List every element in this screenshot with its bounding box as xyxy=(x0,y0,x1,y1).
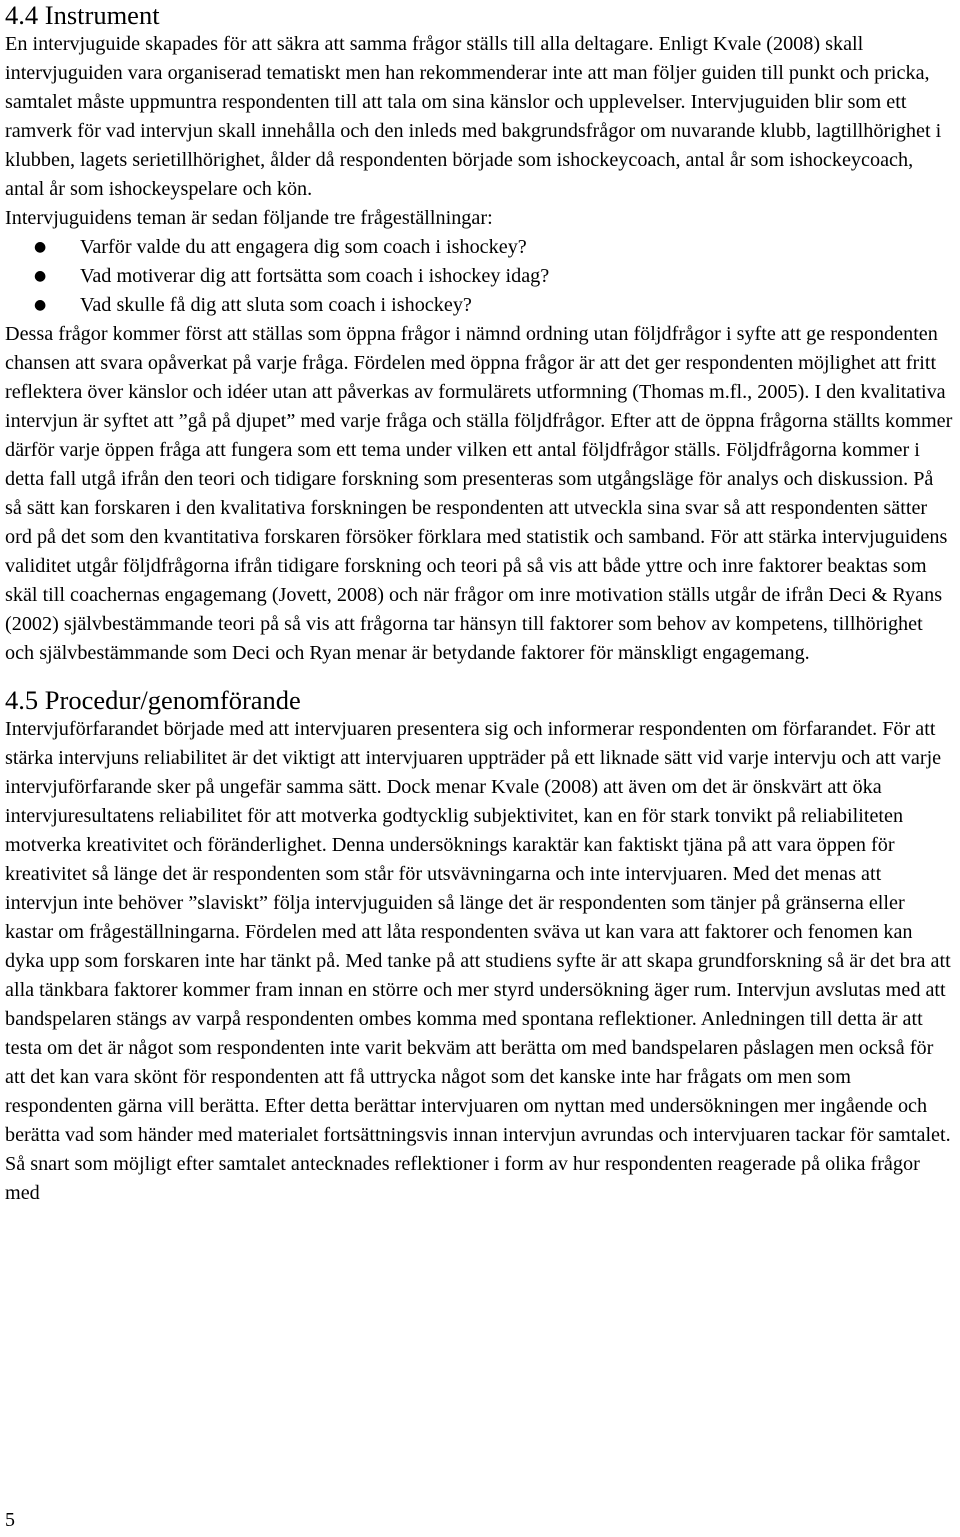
list-item xyxy=(5,233,955,262)
paragraph-interview-guide: En intervjuguide skapades för att säkra att samma frågor ställs till alla deltagare. Enligt Kvale (2008) skall intervjuguiden vara organiserad tematiskt men han rekommenderar inte att man följer guiden till punkt och pricka, samtalet måste uppmuntra respondenten till att tala om sina känslor och upplevelser. Intervjuguiden blir som ett ramverk för vad intervjun skall innehålla och den inleds med bakgrundsfrågor om nuvarande klubb, lagtillhörighet i klubben, lagets serietillhörighet, ålder då respondenten började som ishockeycoach, antal år som ishockeycoach, antal år som ishockeyspelare och kön. xyxy=(5,33,942,200)
bullet-icon: ● xyxy=(34,268,47,284)
bullet-icon: ● xyxy=(34,239,47,255)
question-list xyxy=(5,233,955,320)
list-intro: Intervjuguidens teman är sedan följande tre frågeställningar: xyxy=(5,207,493,229)
list-item xyxy=(5,291,955,320)
document-page xyxy=(5,0,955,1208)
page-number: 5 xyxy=(5,1509,15,1531)
list-item xyxy=(5,262,955,291)
question-text: Vad skulle få dig att sluta som coach i ishockey? xyxy=(80,294,472,316)
paragraph-procedure: Intervjuförfarandet började med att intervjuaren presentera sig och informerar respondenten om förfarandet. För att stärka intervjuns reliabilitet är det viktigt att intervjuaren uppträder på ett liknade sätt vid varje intervju och att varje intervjuförfarande sker på ungefär samma sätt. Dock menar Kvale (2008) att även om det är önskvärt att öka intervjuresultatens reliabilitet för att motverka godtycklig subjektivitet, kan en för stark tonvikt på reliabiliteten motverka kreativitet och föränderlighet. Denna undersöknings karaktär kan faktiskt tjäna på att vara öppen för kreativitet så länge det är respondenten som står för utsvävningarna och inte intervjuaren. Med det menas att intervjun inte behöver ”slaviskt” följa intervjuguiden så länge det är respondenten som tänjer på gränserna eller kastar om frågeställningarna. Fördelen med att låta respondenten sväva ut kan vara att faktorer och fenomen kan dyka upp som forskaren inte har tänkt på. Med tanke på att studiens syfte är att skapa grundforskning så är det bra att alla tänkbara faktorer kommer fram innan en större och mer styrd undersökning äger rum. Intervjun avslutas med att bandspelaren stängs av varpå respondenten ombes komma med spontana reflektioner. Anledningen till detta är att testa om det är något som respondenten inte varit bekväm att berätta om med bandspelaren påslagen men också för att det kan vara skönt för respondenten att få uttrycka något som det kanske inte har frågats om men som respondenten gärna vill berätta. Efter detta berättar intervjuaren om nyttan med undersökningen mer ingående och berätta vad som händer med materialet fortsättningsvis innan intervjun avrundas och intervjuaren tackar för samtalet. Så snart som möjligt efter samtalet antecknades reflektioner i form av hur respondenten reagerade på olika frågor med xyxy=(5,718,951,1204)
paragraph-open-questions: Dessa frågor kommer först att ställas som öppna frågor i nämnd ordning utan följdfrågor i syfte att ge respondenten chansen att svara opåverkat på varje fråga. Fördelen med öppna frågor är att det ger respondenten möjlighet att fritt reflektera över känslor och idéer utan att påverkas av formulärets utformning (Thomas m.fl., 2005). I den kvalitativa intervjun är syftet att ”gå på djupet” med varje fråga och ställa följdfrågor. Efter att de öppna frågorna ställts kommer därför varje öppen fråga att fungera som ett tema under vilken ett antal följdfrågor ställs. Följdfrågorna kommer i detta fall utgå ifrån den teori och tidigare forskning som presenteras som utgångsläge för analys och diskussion. På så sätt kan forskaren i den kvalitativa forskningen be respondenten att utveckla sina svar så att respondenten sätter ord på det som den kvantitativa forskaren försöker förklara med statistik och samband. För att stärka intervjuguidens validitet utgår följdfrågorna ifrån tidigare forskning och teori på så vis att både yttre och inre faktorer beaktas som skäl till coachernas engagemang (Jovett, 2008) och när frågor om inre motivation ställs utgår de ifrån Deci & Ryans (2002) självbestämmande teori på så vis att frågorna tar hänsyn till faktorer som behov av kompetens, tillhörighet och självbestämmande som Deci och Ryan menar är betydande faktorer för mänskligt engagemang. xyxy=(5,323,953,664)
question-text: Vad motiverar dig att fortsätta som coach i ishockey idag? xyxy=(80,265,550,287)
bullet-icon: ● xyxy=(34,297,47,313)
question-text: Varför valde du att engagera dig som coach i ishockey? xyxy=(80,236,527,258)
section-heading-procedure: 4.5 Procedur/genomförande xyxy=(5,685,301,715)
section-heading-instrument: 4.4 Instrument xyxy=(5,0,160,30)
